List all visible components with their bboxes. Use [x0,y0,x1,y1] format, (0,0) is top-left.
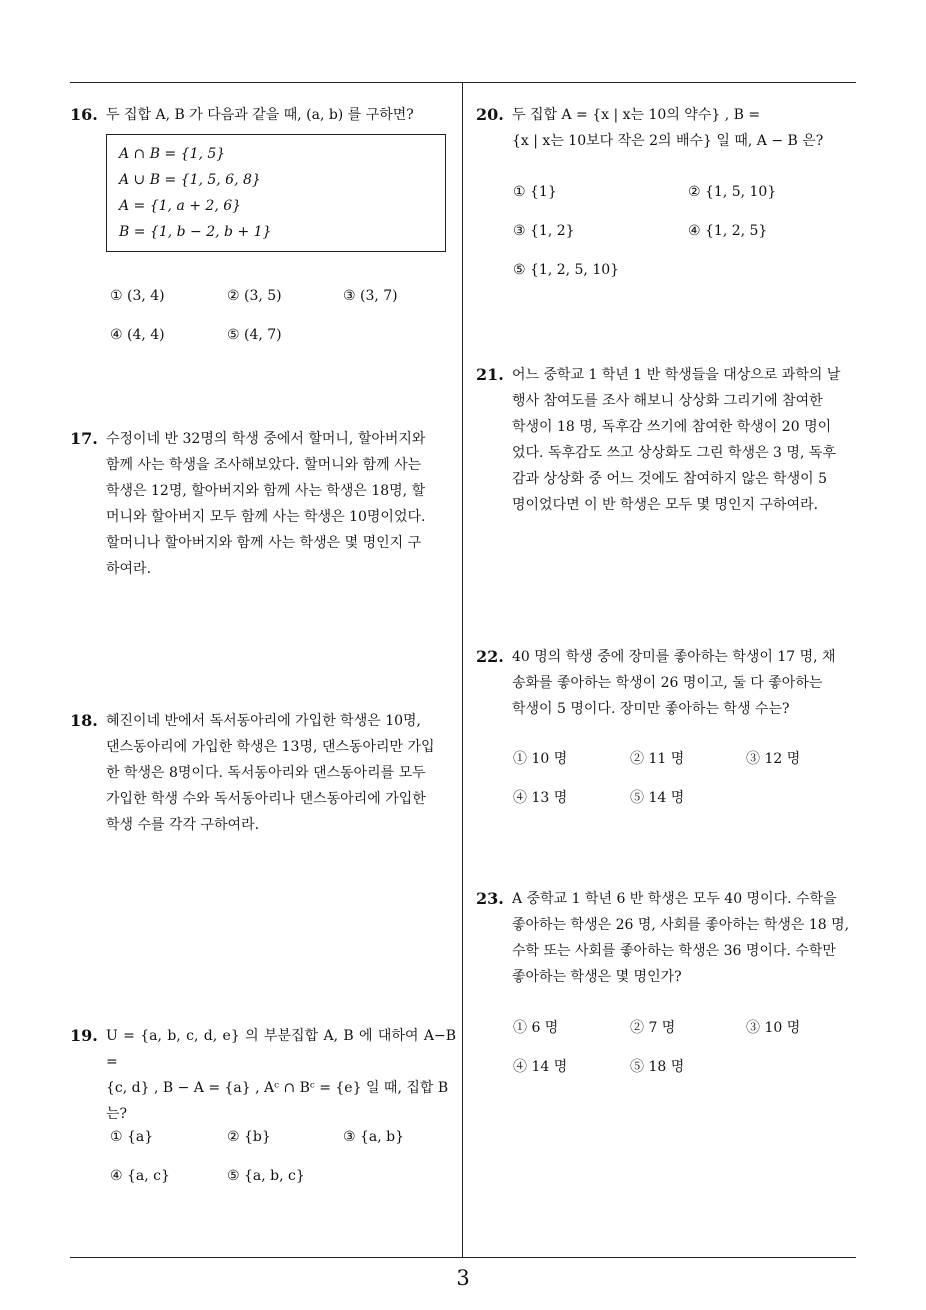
problem-23 [476,886,858,990]
condition-line: A = {1, a + 2, 6} [119,198,242,214]
problem-text-line: 좋아하는 학생은 26 명, 사회를 좋아하는 학생은 18 명, [512,917,850,933]
problem-19 [70,1023,456,1127]
problem-text-line: 학생이 5 명이다. 장미만 좋아하는 학생 수는? [512,701,790,717]
problem-text-line: A 중학교 1 학년 6 반 학생은 모두 40 명이다. 수학을 [512,891,837,907]
choice-option[interactable]: ② {b} [227,1129,271,1145]
problem-text-line: 혜진이네 반에서 독서동아리에 가입한 학생은 10명, [106,713,421,729]
problem-text-line: 학생이 18 명, 독후감 쓰기에 참여한 학생이 20 명이 [512,419,832,435]
choice-option[interactable]: ④ {1, 2, 5} [688,223,768,239]
problem-text-line: 감과 상상화 중 어느 것에도 참여하지 않은 학생이 5 [512,471,827,487]
problem-text-line: 좋아하는 학생은 몇 명인가? [512,969,682,985]
problem-text-line: U = {a, b, c, d, e} 의 부분집합 A, B 에 대하여 A−B = [106,1028,456,1070]
column-divider [462,82,463,1257]
problem-number: 22. [476,647,504,666]
problem-text-line: 수정이네 반 32명의 학생 중에서 할머니, 할아버지와 [106,431,426,447]
problem-text-line: {x | x는 10보다 작은 2의 배수} 일 때, A − B 은? [512,133,824,149]
problem-text-line: 어느 중학교 1 학년 1 반 학생들을 대상으로 과학의 날 [512,367,841,383]
choice-option[interactable]: ① 6 명 [513,1020,559,1036]
choice-option[interactable]: ④ (4, 4) [110,327,165,343]
problem-text-line: 행사 참여도를 조사 해보니 상상화 그리기에 참여한 [512,393,823,409]
problem-number: 20. [476,105,504,124]
problem-text-line: 함께 사는 학생을 조사해보았다. 할머니와 함께 사는 [106,457,422,473]
choice-option[interactable]: ③ (3, 7) [343,288,398,304]
top-rule [70,82,856,83]
problem-number: 19. [70,1026,98,1045]
problem-text-line: 하여라. [106,561,152,577]
problem-text-line: 는? [106,1106,128,1122]
choice-option[interactable]: ③ {1, 2} [513,223,575,239]
choice-option[interactable]: ⑤ {a, b, c} [227,1168,305,1184]
problem-20 [476,102,858,154]
choice-option[interactable]: ⑤ (4, 7) [227,327,282,343]
choice-option[interactable]: ④ 14 명 [513,1059,568,1075]
choice-option[interactable]: ① 10 명 [513,751,568,767]
choice-option[interactable]: ④ {a, c} [110,1168,170,1184]
problem-text-line: 가입한 학생 수와 독서동아리나 댄스동아리에 가입한 [106,791,426,807]
problem-text-line: 할머니나 할아버지와 함께 사는 학생은 몇 명인지 구 [106,535,422,551]
choice-option[interactable]: ⑤ 18 명 [630,1059,685,1075]
problem-text: 두 집합 A, B 가 다음과 같을 때, (a, b) 를 구하면? [106,107,414,123]
choice-option[interactable]: ④ 13 명 [513,790,568,806]
problem-number: 16. [70,105,98,124]
page-number: 3 [456,1266,470,1290]
choice-option[interactable]: ③ 12 명 [746,751,801,767]
choice-option[interactable]: ③ {a, b} [343,1129,405,1145]
problem-text-line: 한 학생은 8명이다. 독서동아리와 댄스동아리를 모두 [106,765,426,781]
choice-option[interactable]: ① {1} [513,184,557,200]
problem-text-line: {c, d} , B − A = {a} , Aᶜ ∩ Bᶜ = {e} 일 때, 집합 B [106,1080,449,1096]
problem-22 [476,644,858,722]
problem-text-line: 댄스동아리에 가입한 학생은 13명, 댄스동아리만 가입 [106,739,435,755]
problem-text-line: 40 명의 학생 중에 장미를 좋아하는 학생이 17 명, 채 [512,649,836,665]
problem-21 [476,362,858,518]
problem-16 [70,102,456,128]
bottom-rule [70,1257,856,1258]
problem-18 [70,708,456,838]
problem-text-line: 두 집합 A = {x | x는 10의 약수} , B = [512,107,761,123]
problem-number: 18. [70,711,98,730]
conditions-box [106,134,446,252]
problem-number: 21. [476,365,504,384]
choice-option[interactable]: ② (3, 5) [227,288,282,304]
problem-number: 17. [70,429,98,448]
problem-text-line: 명이었다면 이 반 학생은 모두 몇 명인지 구하여라. [512,497,819,513]
choice-option[interactable]: ② 11 명 [630,751,685,767]
condition-line: B = {1, b − 2, b + 1} [119,224,272,240]
problem-text-line: 었다. 독후감도 쓰고 상상화도 그린 학생은 3 명, 독후 [512,445,836,461]
choice-option[interactable]: ① (3, 4) [110,288,165,304]
choice-option[interactable]: ② 7 명 [630,1020,676,1036]
problem-text-line: 학생 수를 각각 구하여라. [106,817,260,833]
problem-text-line: 머니와 할아버지 모두 함께 사는 학생은 10명이었다. [106,509,426,525]
condition-line: A ∪ B = {1, 5, 6, 8} [119,172,261,188]
choice-option[interactable]: ② {1, 5, 10} [688,184,777,200]
problem-17 [70,426,456,582]
problem-text-line: 학생은 12명, 할아버지와 함께 사는 학생은 18명, 할 [106,483,426,499]
problem-text-line: 송화를 좋아하는 학생이 26 명이고, 둘 다 좋아하는 [512,675,823,691]
choice-option[interactable]: ③ 10 명 [746,1020,801,1036]
choice-option[interactable]: ⑤ {1, 2, 5, 10} [513,262,620,278]
choice-option[interactable]: ① {a} [110,1129,154,1145]
problem-number: 23. [476,889,504,908]
choice-option[interactable]: ⑤ 14 명 [630,790,685,806]
condition-line: A ∩ B = {1, 5} [119,146,226,162]
problem-text-line: 수학 또는 사회를 좋아하는 학생은 36 명이다. 수학만 [512,943,836,959]
